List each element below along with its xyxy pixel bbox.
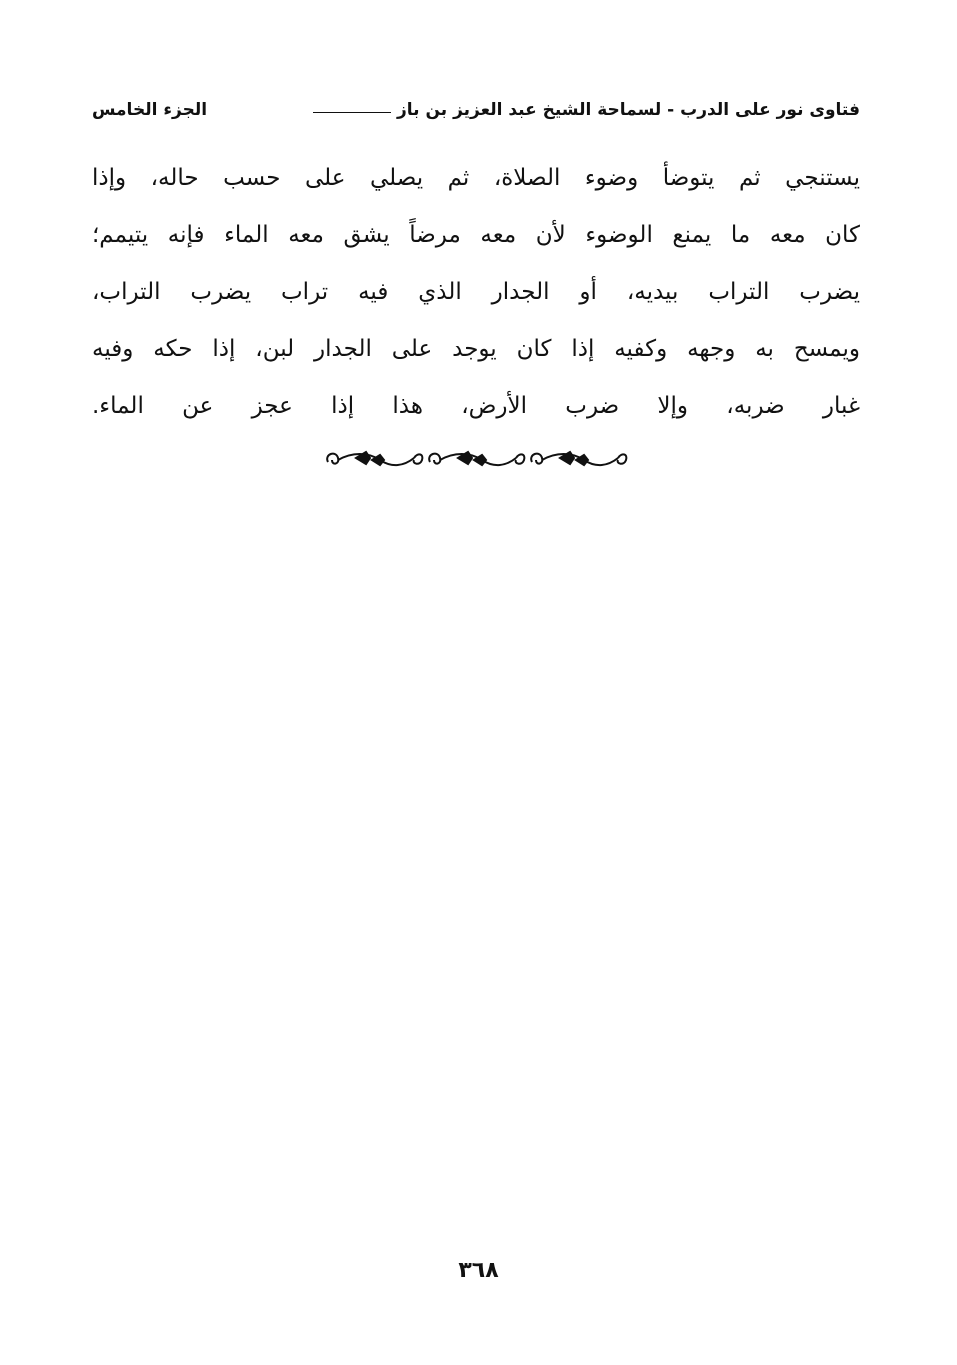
body-line: ويمسح به وجهه وكفيه إذا كان يوجد على الجدار لبن، إذا حكه وفيه — [92, 336, 860, 362]
floral-divider-ornament-icon — [322, 442, 632, 476]
body-line: يضرب التراب بيديه، أو الجدار الذي فيه تراب يضرب التراب، — [92, 279, 860, 305]
body-text — [92, 150, 860, 435]
running-header — [92, 92, 860, 128]
page-number: ٣٦٨ — [458, 1258, 499, 1283]
body-line: يستنجي ثم يتوضأ وضوء الصلاة، ثم يصلي على حسب حاله، وإذا — [92, 165, 860, 191]
header-volume: الجزء الخامس — [92, 100, 208, 120]
header-book-title: فتاوى نور على الدرب - لسماحة الشيخ عبد العزيز بن باز — [307, 100, 860, 120]
header-rule — [313, 112, 391, 113]
body-line: غبار ضربه، وإلا ضرب الأرض، هذا إذا عجز عن الماء. — [92, 393, 860, 419]
body-line: كان معه ما يمنع الوضوء لأن معه مرضاً يشق معه الماء فإنه يتيمم؛ — [92, 222, 860, 248]
